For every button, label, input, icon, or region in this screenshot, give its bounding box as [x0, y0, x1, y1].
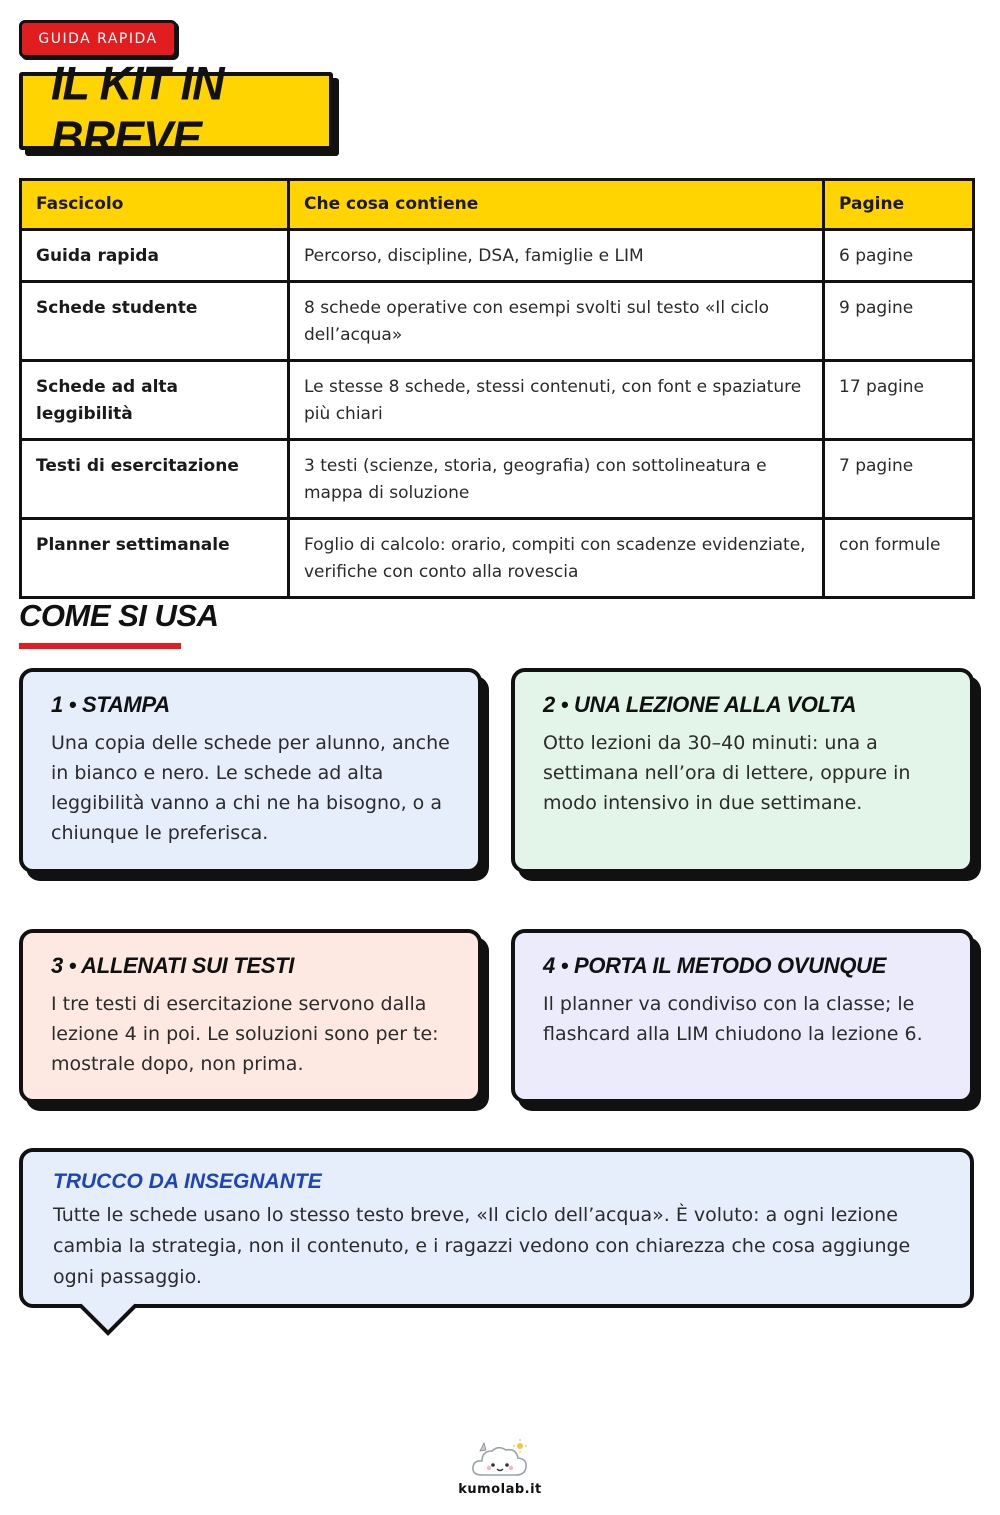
teacher-tip-text: Tutte le schede usano lo stesso testo breve, «Il ciclo dell’acqua». È voluto: a ogni lezione cambia la strategia, non il contenuto, e i ragazzi vedono con chiarezza che cosa aggiunge ogni passaggio.	[53, 1204, 911, 1288]
table-cell-fascicolo: Testi di esercitazione	[21, 440, 289, 519]
table-cell-fascicolo: Planner settimanale	[21, 519, 289, 598]
step-card-title: 3 • ALLENATI SUI TESTI	[51, 953, 295, 978]
footer-site[interactable]: kumolab.it	[458, 1482, 542, 1497]
table-row	[21, 519, 974, 598]
step-card-title: 2 • UNA LEZIONE ALLA VOLTA	[543, 692, 857, 717]
step-card-stampa	[19, 668, 482, 873]
step-card-title: 4 • PORTA IL METODO OVUNQUE	[543, 953, 887, 978]
table-cell-fascicolo: Schede studente	[21, 282, 289, 361]
table-cell-contenuto: 3 testi (scienze, storia, geografia) con sottolineatura e mappa di soluzione	[289, 440, 824, 519]
table-cell-contenuto: 8 schede operative con esempi svolti sul testo «Il ciclo dell’acqua»	[289, 282, 824, 361]
step-card-metodo	[511, 929, 974, 1103]
table-cell-contenuto: Le stesse 8 schede, stessi contenuti, con font e spaziature più chiari	[289, 361, 824, 440]
table-header-cell: Fascicolo	[21, 180, 289, 230]
section-underline	[19, 643, 181, 649]
table-cell-pagine: con formule	[824, 519, 974, 598]
table-row	[21, 361, 974, 440]
step-card-text: I tre testi di esercitazione servono dalla lezione 4 in poi. Le soluzioni sono per te: mostrale dopo, non prima.	[51, 993, 439, 1075]
step-card-text: Il planner va condiviso con la classe; le flashcard alla LIM chiudono la lezione 6.	[543, 993, 923, 1045]
page-title-box	[19, 56, 333, 165]
cloud-logo-icon	[468, 1437, 532, 1481]
table-row	[21, 440, 974, 519]
page-title: IL KIT IN BREVE	[51, 56, 224, 165]
table-cell-fascicolo: Schede ad alta leggibilità	[21, 361, 289, 440]
guide-badge: GUIDA RAPIDA	[19, 20, 177, 58]
teacher-tip-box	[19, 1148, 974, 1308]
table-header-row	[21, 180, 974, 230]
kit-table	[19, 178, 975, 599]
table-cell-pagine: 17 pagine	[824, 361, 974, 440]
table-row	[21, 230, 974, 282]
table-cell-pagine: 9 pagine	[824, 282, 974, 361]
table-header-cell: Pagine	[824, 180, 974, 230]
table-cell-contenuto: Percorso, discipline, DSA, famiglie e LIM	[289, 230, 824, 282]
teacher-tip-title: TRUCCO DA INSEGNANTE	[53, 1170, 322, 1193]
table-cell-fascicolo: Guida rapida	[21, 230, 289, 282]
step-card-allenati	[19, 929, 482, 1103]
section-title: COME SI USA	[19, 598, 219, 633]
table-header-cell: Che cosa contiene	[289, 180, 824, 230]
step-card-text: Una copia delle schede per alunno, anche in bianco e nero. Le schede ad alta leggibilità vanno a chi ne ha bisogno, o a chiunque le preferisca.	[51, 732, 450, 844]
step-card-text: Otto lezioni da 30–40 minuti: una a settimana nell’ora di lettere, oppure in modo intensivo in due settimane.	[543, 732, 911, 814]
table-cell-pagine: 6 pagine	[824, 230, 974, 282]
table-row	[21, 282, 974, 361]
speech-tail-icon	[78, 1301, 138, 1337]
step-card-title: 1 • STAMPA	[51, 692, 170, 717]
step-card-lezione	[511, 668, 974, 873]
table-cell-pagine: 7 pagine	[824, 440, 974, 519]
table-cell-contenuto: Foglio di calcolo: orario, compiti con scadenze evidenziate, verifiche con conto alla rovescia	[289, 519, 824, 598]
